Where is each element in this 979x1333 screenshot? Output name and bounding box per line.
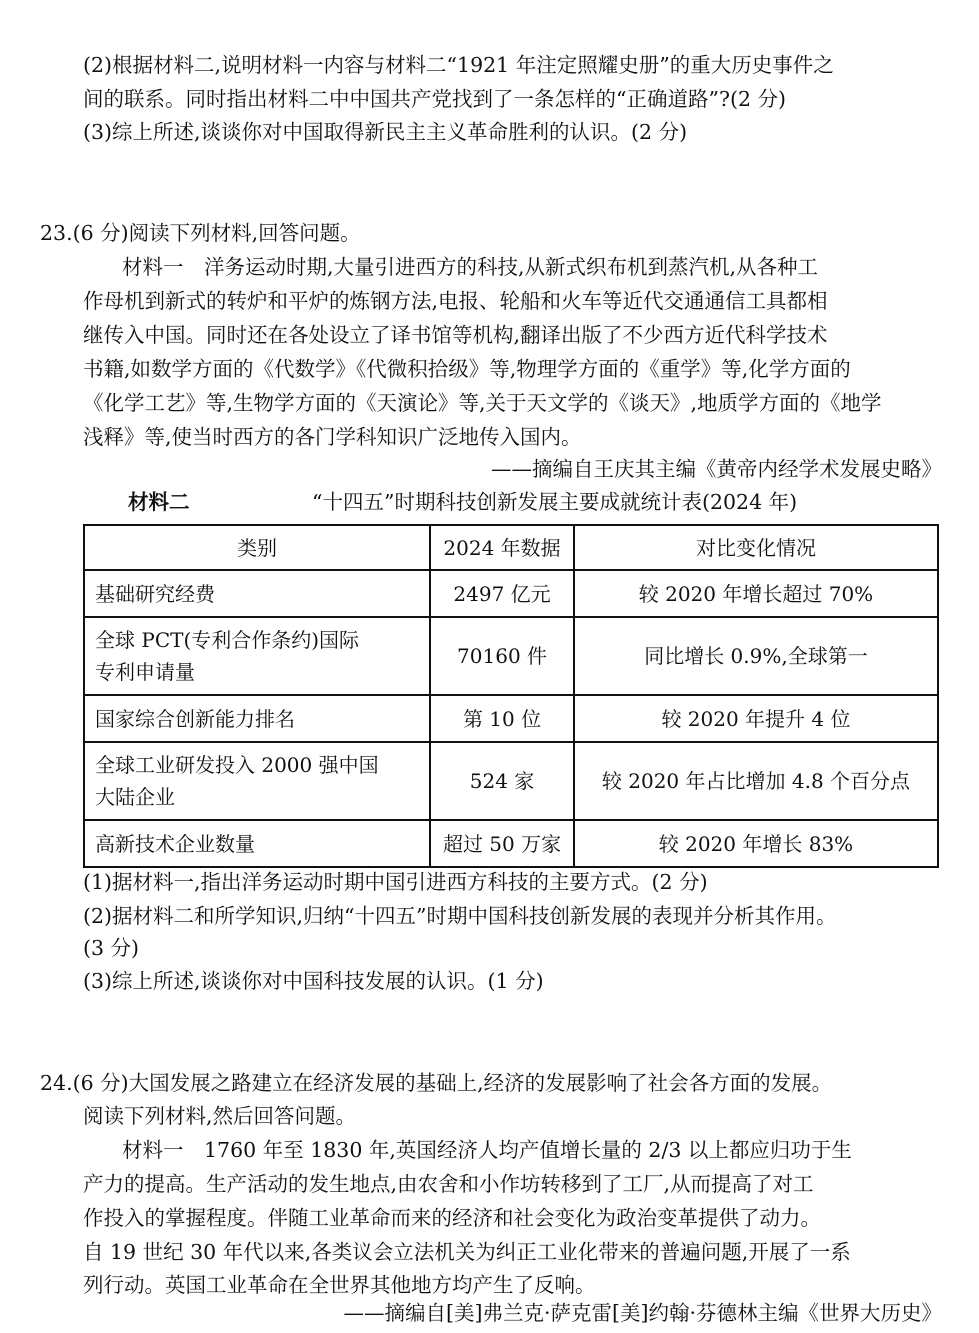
table-cell-change: 较 2020 年提升 4 位 (574, 695, 938, 742)
category-line: 全球工业研发投入 2000 强中国 (95, 753, 379, 777)
table-cell-change: 较 2020 年增长 83% (574, 820, 938, 867)
table-cell-category (84, 617, 430, 695)
q23-material1-source: ——摘编自王庆其主编《黄帝内经学术发展史略》 (491, 457, 942, 481)
q24-material1-line: 作投入的掌握程度。伴随工业革命而来的经济和社会变化为政治变革提供了动力。 (83, 1206, 821, 1230)
table-cell-change: 较 2020 年增长超过 70% (574, 570, 938, 617)
q24-material1-line: 列行动。英国工业革命在全世界其他地方均产生了反响。 (83, 1273, 596, 1297)
q23-material1-line: 《化学工艺》等,生物学方面的《天演论》等,关于天文学的《谈天》,地质学方面的《地学 (83, 391, 882, 415)
table-cell-change: 同比增长 0.9%,全球第一 (574, 617, 938, 695)
q23-question: (3 分) (83, 936, 140, 960)
table-row (84, 570, 938, 617)
table-row (84, 742, 938, 820)
stats-table (83, 524, 939, 868)
q23-question: (1)据材料一,指出洋务运动时期中国引进西方科技的主要方式。(2 分) (83, 870, 708, 894)
category-line: 专利申请量 (95, 660, 195, 684)
table-row (84, 820, 938, 867)
q23-material1-line: 浅释》等,使当时西方的各门学科知识广泛地传入国内。 (83, 425, 582, 449)
table-cell-data: 超过 50 万家 (430, 820, 574, 867)
table-row (84, 617, 938, 695)
table-cell-data: 2497 亿元 (430, 570, 574, 617)
q23-question: (2)据材料二和所学知识,归纳“十四五”时期中国科技创新发展的表现并分析其作用。 (83, 904, 837, 928)
q23-material1-line: 作母机到新式的转炉和平炉的炼钢方法,电报、轮船和火车等近代交通通信工具都相 (83, 289, 828, 313)
table-header-row (84, 525, 938, 570)
category-line: 大陆企业 (95, 785, 175, 809)
table-header-cell: 类别 (84, 525, 430, 570)
category-line: 全球 PCT(专利合作条约)国际 (95, 628, 360, 652)
q23-material1-line: 继传入中国。同时还在各处设立了译书馆等机构,翻译出版了不少西方近代科学技术 (83, 323, 828, 347)
table-header-cell: 2024 年数据 (430, 525, 574, 570)
q23-question: (3)综上所述,谈谈你对中国科技发展的认识。(1 分) (83, 969, 544, 993)
q24-material1-source: ——摘编自[美]弗兰克·萨克雷[美]约翰·芬德林主编《世界大历史》 (343, 1301, 942, 1325)
table-cell-data: 第 10 位 (430, 695, 574, 742)
q24-header-line2: 阅读下列材料,然后回答问题。 (83, 1104, 357, 1128)
table-cell-category: 国家综合创新能力排名 (84, 695, 430, 742)
q24-header-line1: 24.(6 分)大国发展之路建立在经济发展的基础上,经济的发展影响了社会各方面的发展。 (40, 1071, 833, 1095)
q23-header: 23.(6 分)阅读下列材料,回答问题。 (40, 221, 361, 245)
q22-part2-line2: 间的联系。同时指出材料二中中国共产党找到了一条怎样的“正确道路”?(2 分) (83, 87, 787, 111)
q24-material1-line: 产力的提高。生产活动的发生地点,由农舍和小作坊转移到了工厂,从而提高了对工 (83, 1172, 814, 1196)
table-cell-category: 基础研究经费 (84, 570, 430, 617)
table-header-cell: 对比变化情况 (574, 525, 938, 570)
table-cell-change: 较 2020 年占比增加 4.8 个百分点 (574, 742, 938, 820)
q24-material1-line: 自 19 世纪 30 年代以来,各类议会立法机关为纠正工业化带来的普遍问题,开展了一系 (83, 1240, 851, 1264)
q23-material1-line: 材料一 洋务运动时期,大量引进西方的科技,从新式织布机到蒸汽机,从各种工 (122, 255, 819, 279)
q24-material1-line: 材料一 1760 年至 1830 年,英国经济人均产值增长量的 2/3 以上都应归功于生 (122, 1138, 852, 1162)
q22-part2-line1: (2)根据材料二,说明材料一内容与材料二“1921 年注定照耀史册”的重大历史事件之 (83, 53, 834, 77)
q23-material2-label: 材料二 (128, 490, 190, 514)
q23-table-title: “十四五”时期科技创新发展主要成就统计表(2024 年) (312, 490, 798, 514)
table-row (84, 695, 938, 742)
table-cell-data: 524 家 (430, 742, 574, 820)
q23-material1-line: 书籍,如数学方面的《代数学》《代微积拾级》等,物理学方面的《重学》等,化学方面的 (83, 357, 851, 381)
table-cell-category: 高新技术企业数量 (84, 820, 430, 867)
q22-part3: (3)综上所述,谈谈你对中国取得新民主主义革命胜利的认识。(2 分) (83, 120, 688, 144)
table-cell-data: 70160 件 (430, 617, 574, 695)
table-cell-category (84, 742, 430, 820)
